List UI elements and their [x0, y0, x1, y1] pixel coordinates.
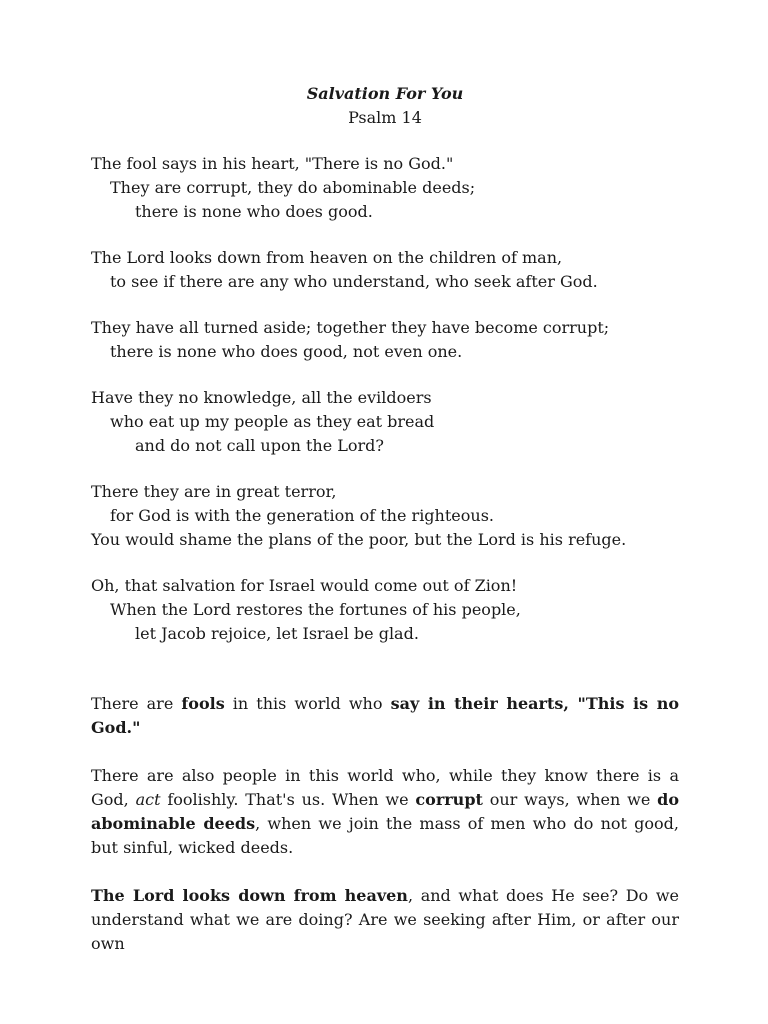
- document-subtitle: Psalm 14: [348, 108, 422, 127]
- stanza-2: [91, 246, 679, 294]
- stanza-5: [91, 480, 679, 552]
- verse-line: and do not call upon the Lord?: [135, 436, 384, 455]
- stanza-1: [91, 152, 679, 224]
- section-spacer: [91, 668, 679, 692]
- verse-line: Have they no knowledge, all the evildoers: [91, 388, 432, 407]
- text-run: , and what does He see? Do we understand what we are doing? Are we seeking after Him, or after our own: [91, 886, 680, 953]
- commentary-paragraph-1: [91, 692, 679, 740]
- verse-line: The Lord looks down from heaven on the children of man,: [91, 248, 563, 267]
- emphasis-text: fools: [181, 694, 225, 713]
- verse-line: They are corrupt, they do abominable deeds;: [110, 178, 476, 197]
- verse-line: You would shame the plans of the poor, but the Lord is his refuge.: [91, 530, 627, 549]
- stanza-4: [91, 386, 679, 458]
- verse-line: for God is with the generation of the righteous.: [110, 506, 494, 525]
- stanza-6: [91, 574, 679, 646]
- italic-text: act: [135, 790, 161, 809]
- document-title: Salvation For You: [306, 84, 464, 103]
- verse-line: let Jacob rejoice, let Israel be glad.: [135, 624, 419, 643]
- text-run: There are: [91, 694, 182, 713]
- verse-line: The fool says in his heart, "There is no God.": [91, 154, 454, 173]
- text-run: , when we join the mass of men who do not good, but sinful, wicked deeds.: [91, 814, 680, 857]
- commentary-paragraph-2: [91, 764, 679, 860]
- text-run: our ways, when we: [482, 790, 658, 809]
- document-page: [91, 82, 679, 980]
- verse-line: There they are in great terror,: [91, 482, 337, 501]
- verse-line: there is none who does good, not even one.: [110, 342, 463, 361]
- verse-line: there is none who does good.: [135, 202, 373, 221]
- verse-line: When the Lord restores the fortunes of his people,: [110, 600, 521, 619]
- stanza-3: [91, 316, 679, 364]
- verse-line: to see if there are any who understand, who seek after God.: [110, 272, 598, 291]
- verse-line: Oh, that salvation for Israel would come out of Zion!: [91, 576, 518, 595]
- commentary-paragraph-3: [91, 884, 679, 956]
- text-run: There are also people in this world who, while they know there is a God,: [91, 766, 679, 809]
- emphasis-text: do abominable deeds: [91, 790, 679, 833]
- text-run: foolishly. That's us. When we: [160, 790, 416, 809]
- text-run: in this world who: [224, 694, 391, 713]
- emphasis-text: The Lord looks down from heaven: [91, 886, 408, 905]
- verse-line: They have all turned aside; together they have become corrupt;: [91, 318, 610, 337]
- emphasis-text: corrupt: [415, 790, 483, 809]
- verse-line: who eat up my people as they eat bread: [110, 412, 435, 431]
- emphasis-text: say in their hearts, "This is no God.": [91, 694, 680, 737]
